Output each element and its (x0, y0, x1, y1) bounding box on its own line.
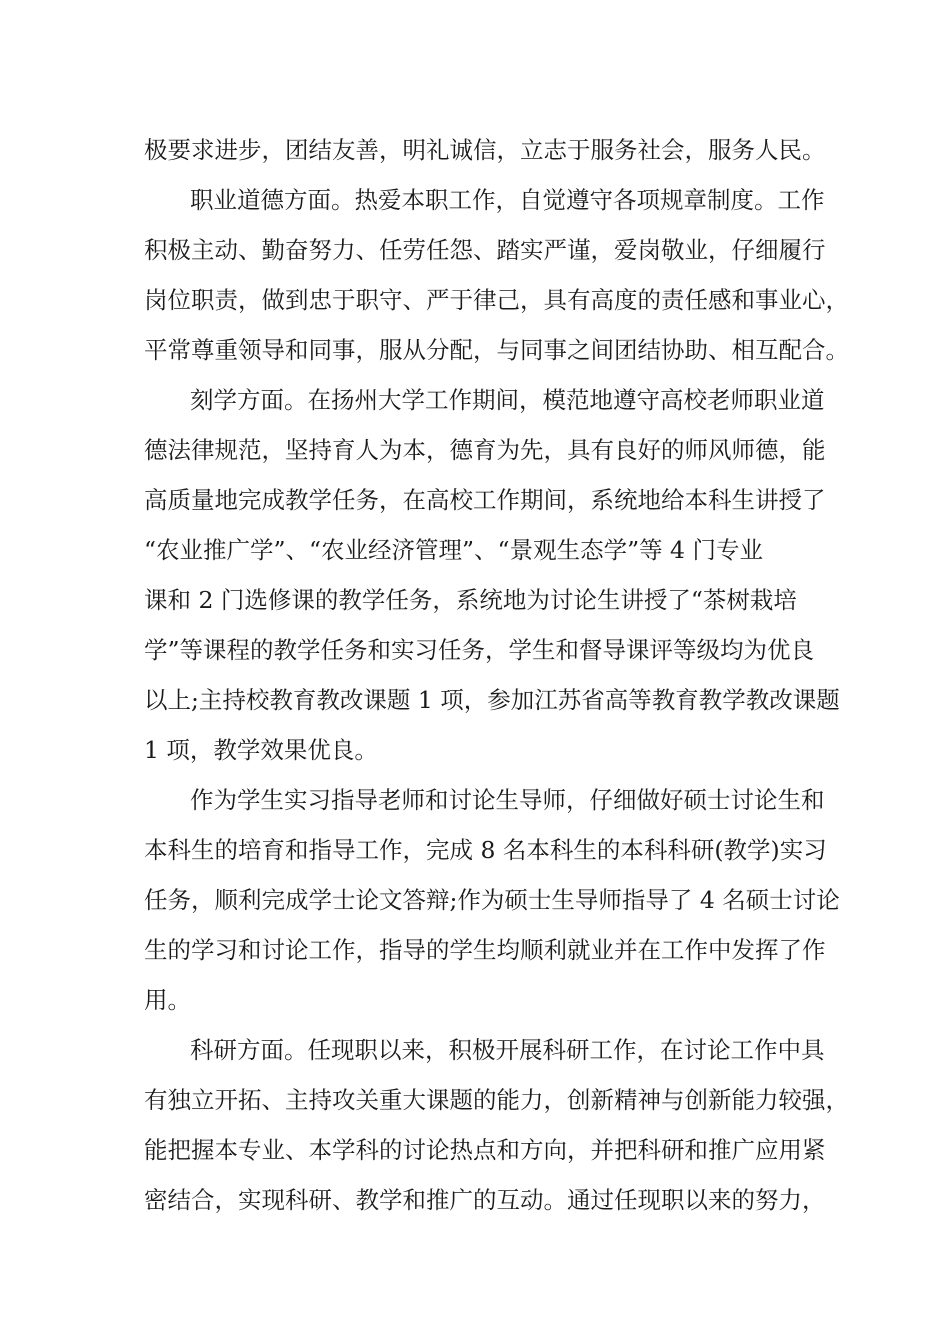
line-text: 作为学生实习指导老师和讨论生导师，仔细做好硕士讨论生和 (190, 786, 825, 814)
line-text: 刻学方面。在扬州大学工作期间，模范地遵守高校老师职业道 (190, 386, 825, 414)
line-text: 1 项，教学效果优良。 (144, 736, 378, 764)
text-line (0, 730, 950, 770)
text-line (0, 1080, 950, 1120)
line-text: “农业推广学”、“农业经济管理”、“景观生态学”等 4 门专业 (144, 536, 763, 564)
text-line (0, 1030, 950, 1070)
line-text: 能把握本专业、本学科的讨论热点和方向，并把科研和推广应用紧 (144, 1136, 826, 1164)
text-line (0, 480, 950, 520)
line-text: 任务，顺利完成学士论文答辩;作为硕士生导师指导了 4 名硕士讨论 (144, 886, 840, 914)
text-line (0, 530, 950, 570)
line-text: 学”等课程的教学任务和实习任务，学生和督导课评等级均为优良 (144, 636, 815, 664)
line-text: 密结合，实现科研、教学和推广的互动。通过任现职以来的努力， (144, 1186, 826, 1214)
text-line (0, 630, 950, 670)
text-line (0, 180, 950, 220)
text-line (0, 330, 950, 370)
text-line (0, 280, 950, 320)
line-text: 以上;主持校教育教改课题 1 项，参加江苏省高等教育教学教改课题 (144, 686, 840, 714)
text-line (0, 1180, 950, 1220)
text-line (0, 880, 950, 920)
line-text: 岗位职责，做到忠于职守、严于律己，具有高度的责任感和事业心， (144, 286, 849, 314)
line-text: 职业道德方面。热爱本职工作，自觉遵守各项规章制度。工作 (190, 186, 825, 214)
line-text: 平常尊重领导和同事，服从分配，与同事之间团结协助、相互配合。 (144, 336, 849, 364)
line-text: 极要求进步，团结友善，明礼诚信，立志于服务社会，服务人民。 (144, 136, 826, 164)
text-line (0, 980, 950, 1020)
line-text: 德法律规范，坚持育人为本，德育为先，具有良好的师风师德，能 (144, 436, 826, 464)
text-line (0, 580, 950, 620)
text-line (0, 230, 950, 270)
text-line (0, 130, 950, 170)
line-text: 积极主动、勤奋努力、任劳任怨、踏实严谨，爱岗敬业，仔细履行 (144, 236, 826, 264)
text-line (0, 430, 950, 470)
line-text: 生的学习和讨论工作，指导的学生均顺利就业并在工作中发挥了作 (144, 936, 826, 964)
text-line (0, 380, 950, 420)
text-line (0, 930, 950, 970)
line-text: 科研方面。任现职以来，积极开展科研工作，在讨论工作中具 (190, 1036, 825, 1064)
line-text: 本科生的培育和指导工作，完成 8 名本科生的本科科研(教学)实习 (144, 836, 827, 864)
line-text: 高质量地完成教学任务，在高校工作期间，系统地给本科生讲授了 (144, 486, 826, 514)
text-line (0, 780, 950, 820)
line-text: 用。 (144, 986, 191, 1014)
line-text: 有独立开拓、主持攻关重大课题的能力，创新精神与创新能力较强， (144, 1086, 849, 1114)
text-line (0, 830, 950, 870)
text-line (0, 680, 950, 720)
text-line (0, 1130, 950, 1170)
line-text: 课和 2 门选修课的教学任务，系统地为讨论生讲授了“茶树栽培 (144, 586, 797, 614)
